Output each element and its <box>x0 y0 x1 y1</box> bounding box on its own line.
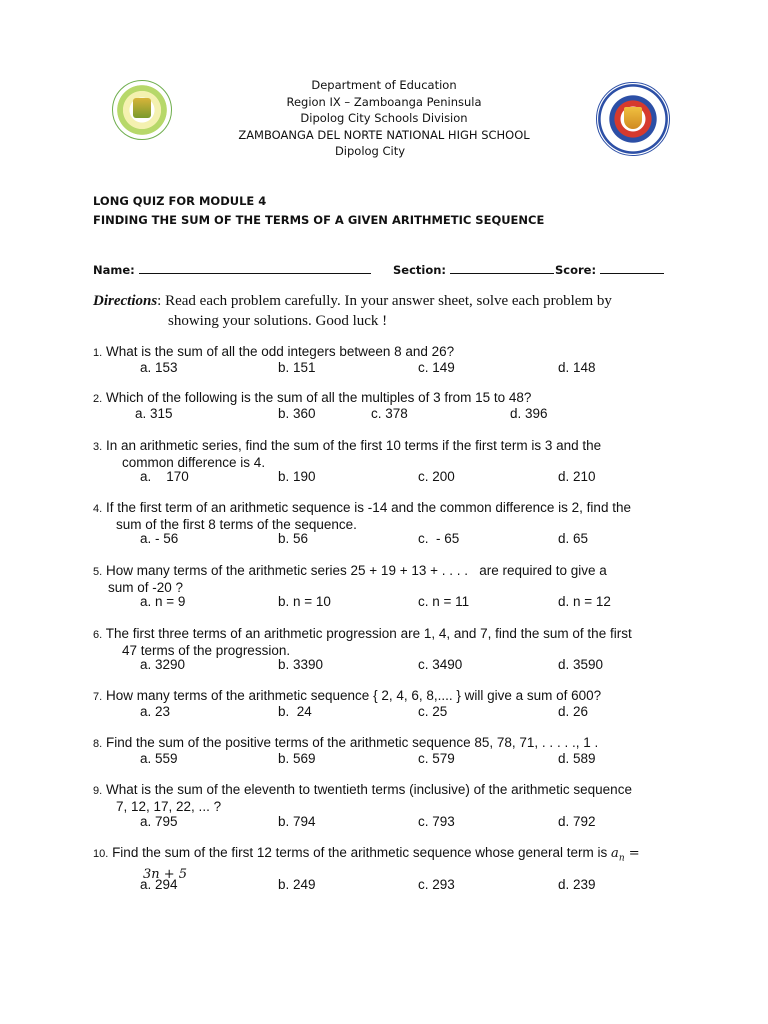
choice-d: d. 65 <box>558 531 589 546</box>
question-text: How many terms of the arithmetic sequence { 2, 4, 6, 8,.... } will give a sum of 600? <box>105 688 602 703</box>
header-region: Region IX – Zamboanga Peninsula <box>286 94 482 109</box>
question-number: 10. <box>93 848 109 860</box>
section-field <box>393 262 554 277</box>
choice-c: c. - 65 <box>418 531 460 546</box>
choice-b: b. 360 <box>278 406 316 421</box>
choice-d: d. 26 <box>558 704 589 719</box>
choice-b: b. n = 10 <box>278 594 331 609</box>
choice-c: c. 793 <box>418 814 455 829</box>
directions <box>93 291 663 331</box>
question-number: 5. <box>93 566 103 578</box>
score-blank <box>600 262 664 274</box>
choice-b: b. 569 <box>278 751 316 766</box>
question-6 <box>93 626 693 659</box>
question-text: If the first term of an arithmetic sequence is -14 and the common difference is 2, find the <box>105 500 631 515</box>
choice-c: c. 3490 <box>418 657 463 672</box>
section-label: Section: <box>393 263 447 277</box>
question-number: 1. <box>93 347 103 359</box>
choice-a: a. 559 <box>140 751 178 766</box>
choice-d: d. 589 <box>558 751 596 766</box>
header-school: ZAMBOANGA DEL NORTE NATIONAL HIGH SCHOOL <box>238 127 530 142</box>
question-text: What is the sum of all the odd integers between 8 and 26? <box>105 344 455 359</box>
question-9 <box>93 782 693 815</box>
question-text-cont: 7, 12, 17, 22, ... ? <box>116 799 222 814</box>
question-number: 6. <box>93 629 103 641</box>
choice-b: b. 3390 <box>278 657 324 672</box>
formula-a: a <box>611 846 619 861</box>
section-blank <box>450 262 554 274</box>
question-3 <box>93 438 693 471</box>
quiz-title: LONG QUIZ FOR MODULE 4 <box>93 194 267 208</box>
formula-subscript: n <box>618 853 625 864</box>
choice-a: a. n = 9 <box>140 594 186 609</box>
choice-b: b. 56 <box>278 531 309 546</box>
choice-b: b. 794 <box>278 814 316 829</box>
formula-equals: = <box>624 846 640 861</box>
choice-a: a. 3290 <box>140 657 186 672</box>
directions-text: : Read each problem carefully. In your answer sheet, solve each problem by <box>157 293 612 309</box>
score-label: Score: <box>555 263 597 277</box>
question-text: Which of the following is the sum of all the multiples of 3 from 15 to 48? <box>105 390 532 405</box>
question-text: In an arithmetic series, find the sum of the first 10 terms if the first term is 3 and the <box>105 438 602 453</box>
name-blank <box>139 262 371 274</box>
header-division: Dipolog City Schools Division <box>300 111 468 125</box>
choice-d: d. 396 <box>510 406 548 421</box>
question-text: The first three terms of an arithmetic progression are 1, 4, and 7, find the sum of the first <box>105 626 632 641</box>
formula-rhs: 3n + 5 <box>143 866 188 882</box>
question-text: What is the sum of the eleventh to twentieth terms (inclusive) of the arithmetic sequence <box>105 782 632 797</box>
choice-a: a. 315 <box>135 406 173 421</box>
question-text-cont: common difference is 4. <box>122 455 266 470</box>
header-department: Department of Education <box>311 78 457 92</box>
name-label: Name: <box>93 263 135 277</box>
choice-d: d. 148 <box>558 360 596 375</box>
choice-d: d. 210 <box>558 469 596 484</box>
question-7 <box>93 688 693 705</box>
choice-c: c. 293 <box>418 877 455 892</box>
letterhead <box>0 77 768 160</box>
question-text-cont: sum of the first 8 terms of the sequence. <box>116 517 357 532</box>
choice-c: c. 149 <box>418 360 455 375</box>
choice-a: a. 795 <box>140 814 178 829</box>
choice-c: c. n = 11 <box>418 594 470 609</box>
formula-term <box>611 846 625 864</box>
choice-a: a. 294 <box>140 877 178 892</box>
question-8 <box>93 735 693 752</box>
score-field <box>555 262 664 277</box>
choice-c: c. 579 <box>418 751 455 766</box>
directions-text-cont: showing your solutions. Good luck ! <box>168 313 388 329</box>
question-number: 4. <box>93 503 103 515</box>
choice-a: a. 23 <box>140 704 171 719</box>
header-city: Dipolog City <box>334 144 406 158</box>
choice-c: c. 378 <box>371 406 408 421</box>
question-number: 7. <box>93 691 103 703</box>
question-number: 3. <box>93 441 103 453</box>
choice-d: d. 239 <box>558 877 596 892</box>
question-text: Find the sum of the positive terms of the arithmetic sequence 85, 78, 71, . . . . ., 1 . <box>105 735 599 750</box>
question-1 <box>93 344 693 361</box>
question-number: 8. <box>93 738 103 750</box>
choice-d: d. 3590 <box>558 657 604 672</box>
choice-a: a. 170 <box>140 469 189 484</box>
question-text-cont: 47 terms of the progression. <box>122 643 291 658</box>
directions-label: Directions <box>93 293 158 309</box>
quiz-subtitle: FINDING THE SUM OF THE TERMS OF A GIVEN ARITHMETIC SEQUENCE <box>93 213 545 227</box>
choice-a: a. - 56 <box>140 531 179 546</box>
choice-d: d. n = 12 <box>558 594 611 609</box>
question-5 <box>93 563 693 596</box>
question-2 <box>93 390 693 407</box>
choice-b: b. 190 <box>278 469 316 484</box>
question-number: 2. <box>93 393 103 405</box>
question-4 <box>93 500 693 533</box>
name-field <box>93 262 371 277</box>
choice-c: c. 25 <box>418 704 448 719</box>
choice-b: b. 249 <box>278 877 316 892</box>
question-number: 9. <box>93 785 103 797</box>
question-text-cont: sum of -20 ? <box>108 580 184 595</box>
question-text: How many terms of the arithmetic series 25 + 19 + 13 + . . . . are required to give a <box>105 563 607 578</box>
choice-b: b. 151 <box>278 360 316 375</box>
choice-b: b. 24 <box>278 704 312 719</box>
choice-a: a. 153 <box>140 360 178 375</box>
question-text: Find the sum of the first 12 terms of the arithmetic sequence whose general term is <box>112 845 612 860</box>
choice-c: c. 200 <box>418 469 455 484</box>
choice-d: d. 792 <box>558 814 596 829</box>
